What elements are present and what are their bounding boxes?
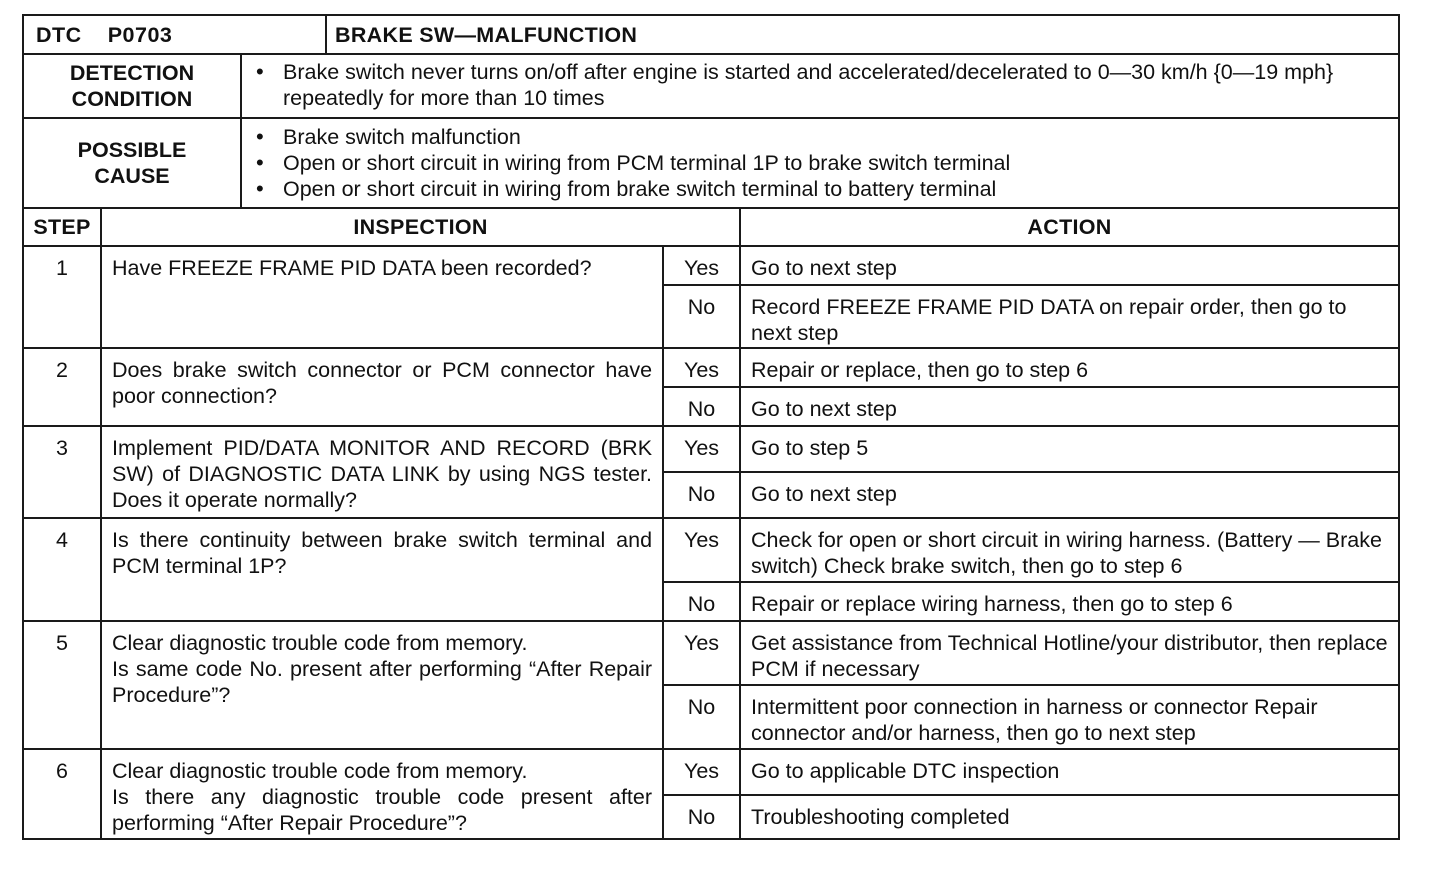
yes-label: Yes: [663, 621, 740, 685]
cause-item: • Open or short circuit in wiring from brake switch terminal to battery terminal: [256, 176, 1388, 202]
no-label: No: [663, 472, 740, 518]
step-number: 6: [23, 749, 101, 839]
yes-action: Repair or replace, then go to step 6: [740, 348, 1399, 387]
inspection-line: Clear diagnostic trouble code from memory.: [112, 759, 528, 783]
no-label: No: [663, 685, 740, 749]
detection-content: [241, 54, 1399, 118]
yes-action: Check for open or short circuit in wiring harness. (Battery — Brake switch) Check brake switch, then go to step 6: [740, 518, 1399, 582]
detection-label: DETECTION CONDITION: [23, 54, 241, 118]
inspection-text: Is same code No. present after performing “After Repair Procedure”?: [112, 657, 653, 707]
no-action: Go to next step: [740, 472, 1399, 518]
no-action: Intermittent poor connection in harness or connector Repair connector and/or harness, then go to next step: [740, 685, 1399, 749]
step-3-yes-row: [23, 426, 1399, 472]
no-action: Record FREEZE FRAME PID DATA on repair order, then go to next step: [740, 285, 1399, 348]
yes-label: Yes: [663, 426, 740, 472]
dtc-sheet: [22, 14, 1398, 840]
col-inspection-header: INSPECTION: [101, 208, 740, 246]
yes-label: Yes: [663, 749, 740, 795]
dtc-label: DTC: [36, 22, 82, 47]
no-label: No: [663, 795, 740, 839]
col-step-header: STEP: [23, 208, 101, 246]
cause-row: [23, 118, 1399, 208]
no-action: Go to next step: [740, 387, 1399, 426]
detection-row: [23, 54, 1399, 118]
step-number: 2: [23, 348, 101, 426]
step-inspection: Does brake switch connector or PCM connector have poor connection?: [101, 348, 663, 426]
yes-action: Go to applicable DTC inspection: [740, 749, 1399, 795]
dtc-table: [22, 14, 1400, 840]
step-inspection: Have FREEZE FRAME PID DATA been recorded?: [101, 246, 663, 348]
step-inspection: [101, 621, 663, 749]
col-action-header: ACTION: [740, 208, 1399, 246]
step-1-yes-row: [23, 246, 1399, 285]
cause-item: • Brake switch malfunction: [256, 124, 1388, 150]
step-4-yes-row: [23, 518, 1399, 582]
inspection-line: Clear diagnostic trouble code from memory.: [112, 631, 528, 655]
dtc-code-cell: [23, 15, 326, 54]
step-number: 1: [23, 246, 101, 348]
cause-label: POSSIBLE CAUSE: [23, 118, 241, 208]
detection-item: • Brake switch never turns on/off after engine is started and accelerated/decelerated to 0—30 km/h {0—19 mph} repeatedly for more than 10 times: [256, 59, 1388, 111]
dtc-code: P0703: [107, 22, 173, 47]
yes-label: Yes: [663, 246, 740, 285]
no-label: No: [663, 582, 740, 621]
inspection-text: Is there any diagnostic trouble code present after performing “After Repair Procedure”?: [112, 785, 653, 835]
yes-label: Yes: [663, 348, 740, 387]
step-inspection: Is there continuity between brake switch terminal and PCM terminal 1P?: [101, 518, 663, 621]
yes-action: Go to step 5: [740, 426, 1399, 472]
cause-content: [241, 118, 1399, 208]
dtc-title: BRAKE SW—MALFUNCTION: [326, 15, 1399, 54]
cause-item: • Open or short circuit in wiring from PCM terminal 1P to brake switch terminal: [256, 150, 1388, 176]
no-action: Troubleshooting completed: [740, 795, 1399, 839]
step-inspection: Implement PID/DATA MONITOR AND RECORD (BRK SW) of DIAGNOSTIC DATA LINK by using NGS tester. Does it operate normally?: [101, 426, 663, 518]
yes-label: Yes: [663, 518, 740, 582]
step-2-yes-row: [23, 348, 1399, 387]
no-label: No: [663, 387, 740, 426]
step-6-yes-row: [23, 749, 1399, 795]
step-number: 3: [23, 426, 101, 518]
step-inspection: [101, 749, 663, 839]
step-number: 4: [23, 518, 101, 621]
column-header-row: [23, 208, 1399, 246]
yes-action: Go to next step: [740, 246, 1399, 285]
no-label: No: [663, 285, 740, 348]
step-number: 5: [23, 621, 101, 749]
dtc-header-row: [23, 15, 1399, 54]
no-action: Repair or replace wiring harness, then go to step 6: [740, 582, 1399, 621]
step-5-yes-row: [23, 621, 1399, 685]
yes-action: Get assistance from Technical Hotline/your distributor, then replace PCM if necessary: [740, 621, 1399, 685]
